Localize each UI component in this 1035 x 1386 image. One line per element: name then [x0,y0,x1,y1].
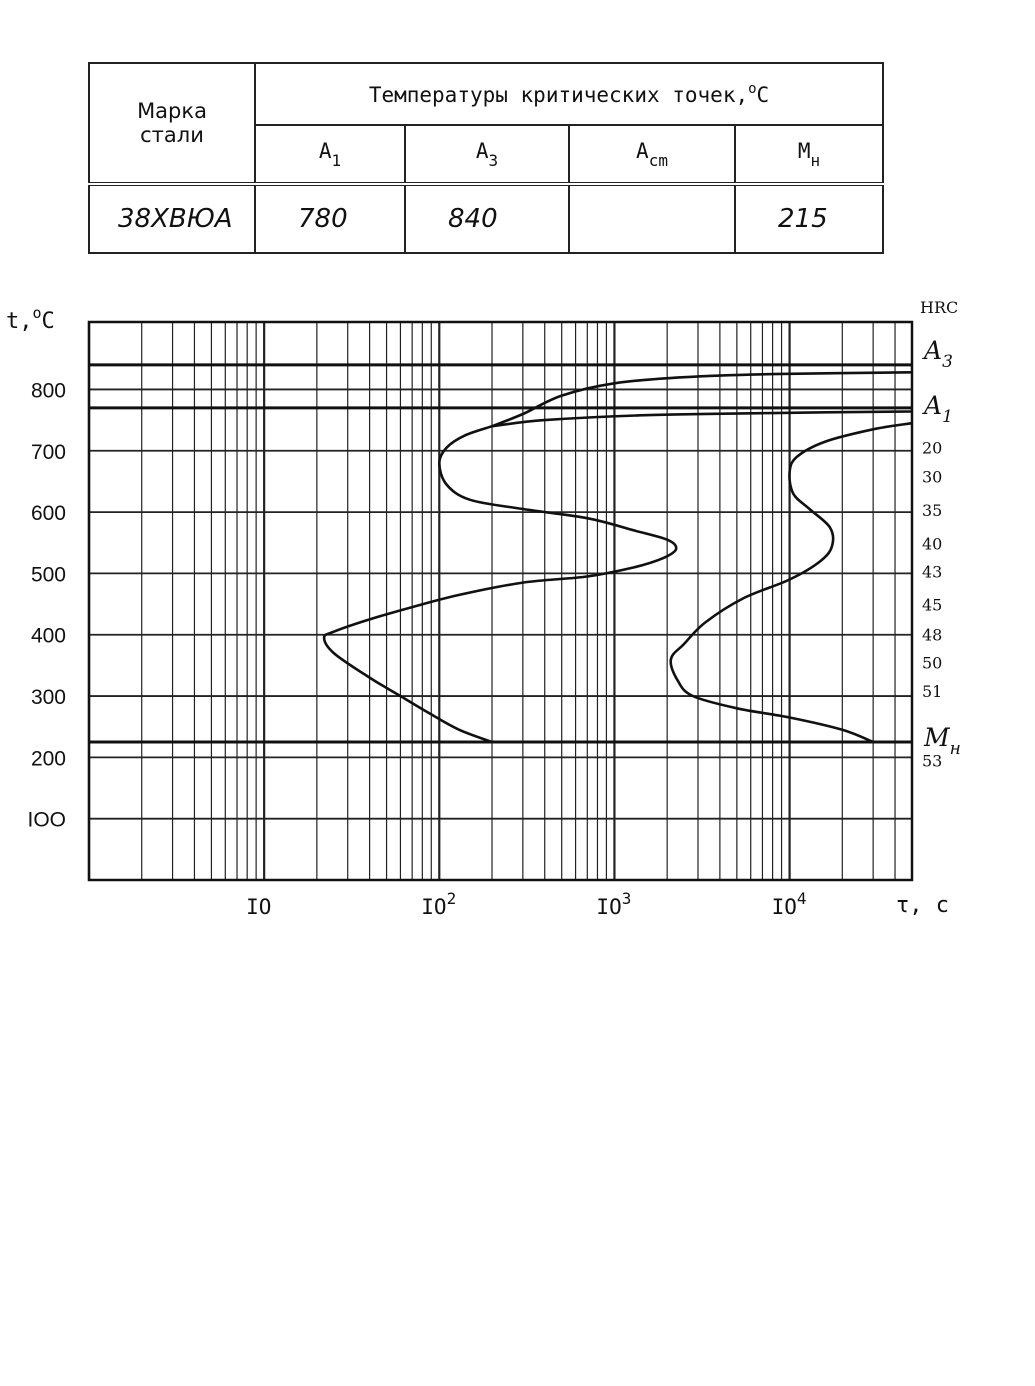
hrc-value: 40 [922,534,943,554]
steel-grade-value: 38ХВЮА [89,184,255,253]
col-sub: н [810,150,821,170]
hrc-value: 20 [922,438,943,458]
curve-start [324,426,676,742]
x-tick-label: $IO^4$ [771,889,807,919]
table-title-text: Температуры критических точек, [368,83,749,107]
critical-label-Mн: $M_н$ [924,723,961,760]
col-sub: cm [648,150,668,170]
degree-sign: o [748,81,757,97]
x-tick-label: $IO^3$ [596,889,632,919]
value-mn: 215 [735,184,883,253]
hrc-value: 51 [922,682,943,702]
curve-finish [671,423,912,742]
y-tick-label: 400 [30,624,66,648]
col-main: M [797,138,811,163]
col-main: A [475,138,489,163]
value-a1: 780 [255,184,405,253]
col-main: A [636,138,649,163]
x-tick-label: IO [246,895,272,919]
y-tick-label: 200 [30,747,66,771]
col-main: A [318,138,332,163]
col-sub: 1 [331,150,342,170]
x-axis-title: τ, c [896,893,949,918]
value-a3: 840 [405,184,569,253]
steel-grade-label: Марка стали [137,99,207,147]
hrc-title: HRC [920,298,959,317]
y-tick-label: 700 [30,440,66,464]
y-tick-label: 800 [30,379,66,403]
y-tick-label: 600 [30,502,66,526]
col-sub: 3 [488,150,499,170]
hrc-value: 45 [922,595,943,615]
title-unit: C [756,83,770,107]
hrc-value: 35 [922,501,943,521]
y-tick-label: IOO [27,808,66,832]
y-tick-label: 300 [30,686,66,710]
hrc-value: 43 [922,562,943,582]
labels [6,298,961,919]
y-tick-label: 500 [30,563,66,587]
hrc-value: 50 [922,653,943,673]
critical-label-A1: $A_1$ [924,390,953,427]
hrc-value: 30 [922,467,943,487]
curve-transformation-upper [492,412,912,427]
hrc-value: 53 [922,751,943,771]
critical-label-A3: $A_3$ [924,335,953,372]
x-tick-label: $IO^2$ [421,889,457,919]
grid [89,322,912,880]
y-axis-title: t,$^o$C [6,304,55,334]
hrc-value: 48 [922,625,943,645]
